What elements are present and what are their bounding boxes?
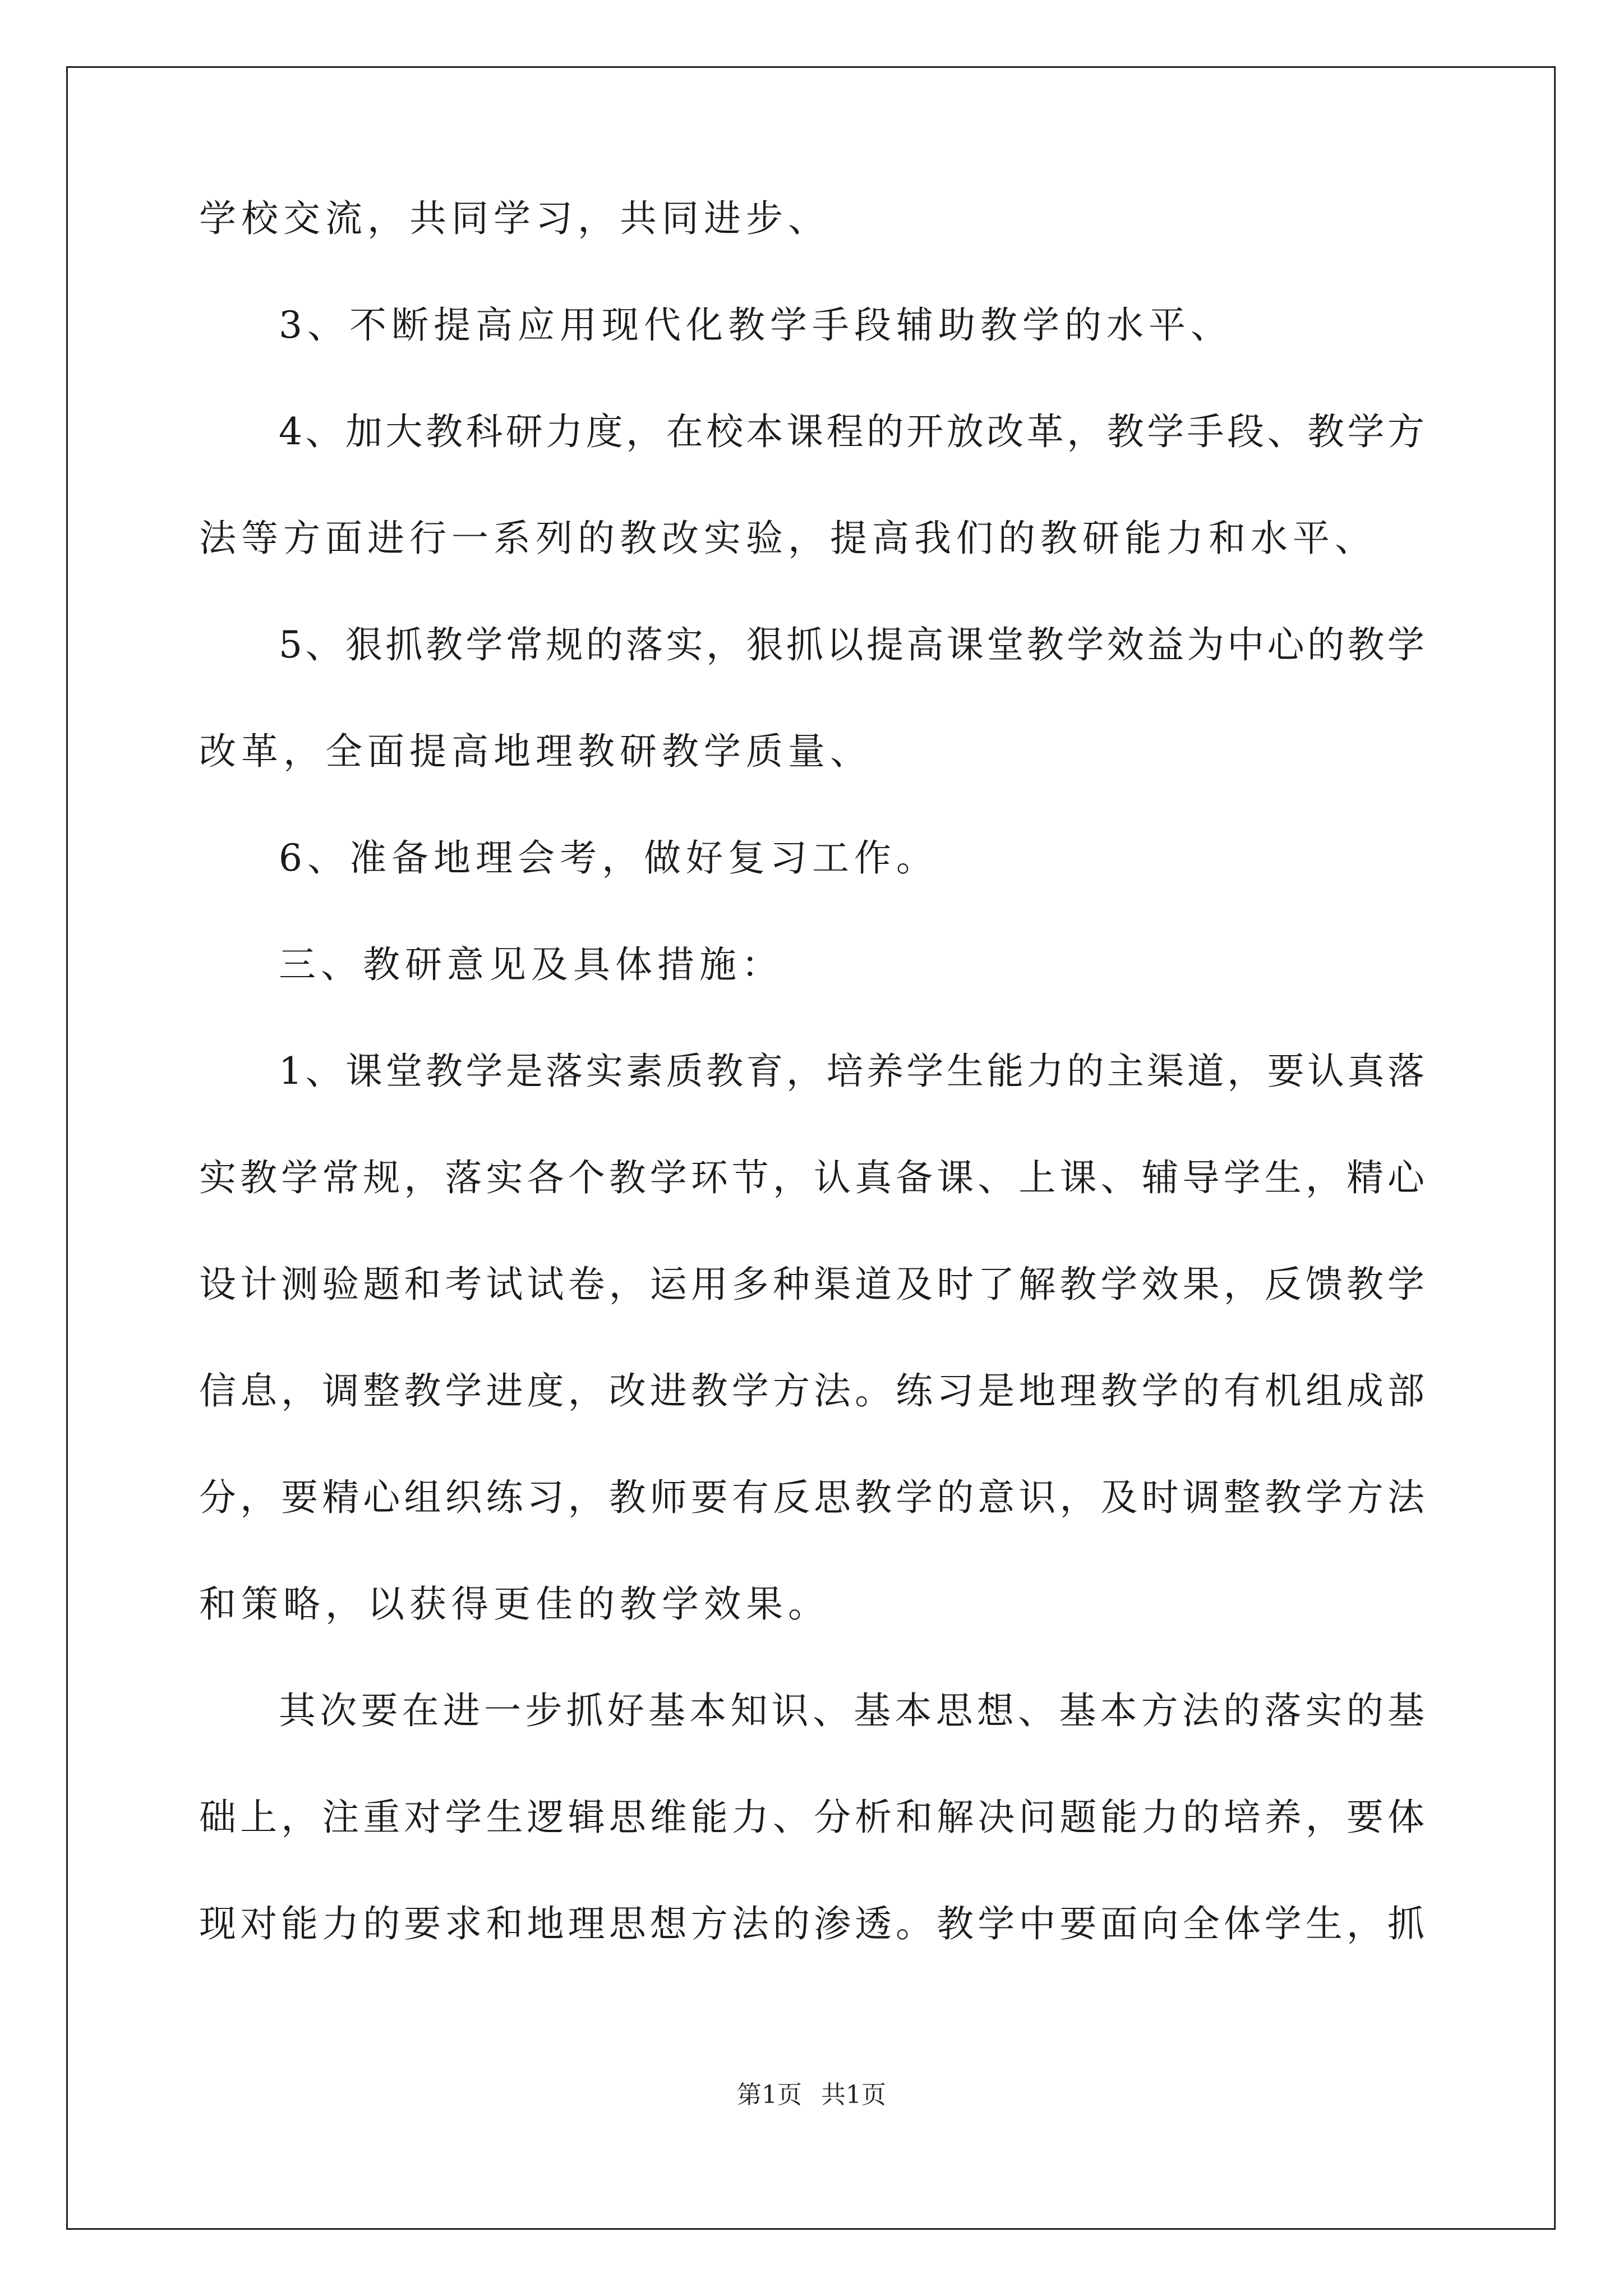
page-footer <box>0 2078 1623 2112</box>
text-line: 法等方面进行一系列的教改实验，提高我们的教研能力和水平、 <box>199 517 1377 560</box>
text-line: 其次要在进一步抓好基本知识、基本思想、基本方法的落实的基 <box>279 1689 1424 1732</box>
text-line: 信息，调整教学进度，改进教学方法。练习是地理教学的有机组成部 <box>199 1369 1424 1412</box>
text-line: 4、加大教科研力度，在校本课程的开放改革，教学手段、教学方 <box>279 410 1424 453</box>
page-total: 共1页 <box>821 2081 886 2109</box>
page-number: 第1页 <box>737 2081 802 2109</box>
text-line: 3、不断提高应用现代化教学手段辅助教学的水平、 <box>279 303 1233 347</box>
text-line: 实教学常规，落实各个教学环节，认真备课、上课、辅导学生，精心 <box>199 1156 1424 1199</box>
section-heading: 三、教研意见及具体措施： <box>279 943 783 986</box>
text-line: 现对能力的要求和地理思想方法的渗透。教学中要面向全体学生，抓 <box>199 1902 1424 1945</box>
text-line: 础上，注重对学生逻辑思维能力、分析和解决问题能力的培养，要体 <box>199 1796 1424 1839</box>
text-line: 6、准备地理会考，做好复习工作。 <box>279 836 938 880</box>
text-line: 1、课堂教学是落实素质教育，培养学生能力的主渠道，要认真落 <box>279 1050 1424 1093</box>
text-line: 和策略，以获得更佳的教学效果。 <box>199 1582 830 1626</box>
text-line: 5、狠抓教学常规的落实，狠抓以提高课堂教学效益为中心的教学 <box>279 623 1424 666</box>
text-line: 分，要精心组织练习，教师要有反思教学的意识，及时调整教学方法 <box>199 1476 1424 1519</box>
text-line: 学校交流，共同学习，共同进步、 <box>199 197 830 240</box>
text-line: 改革，全面提高地理教研教学质量、 <box>199 730 872 773</box>
text-line: 设计测验题和考试试卷，运用多种渠道及时了解教学效果，反馈教学 <box>199 1263 1424 1306</box>
